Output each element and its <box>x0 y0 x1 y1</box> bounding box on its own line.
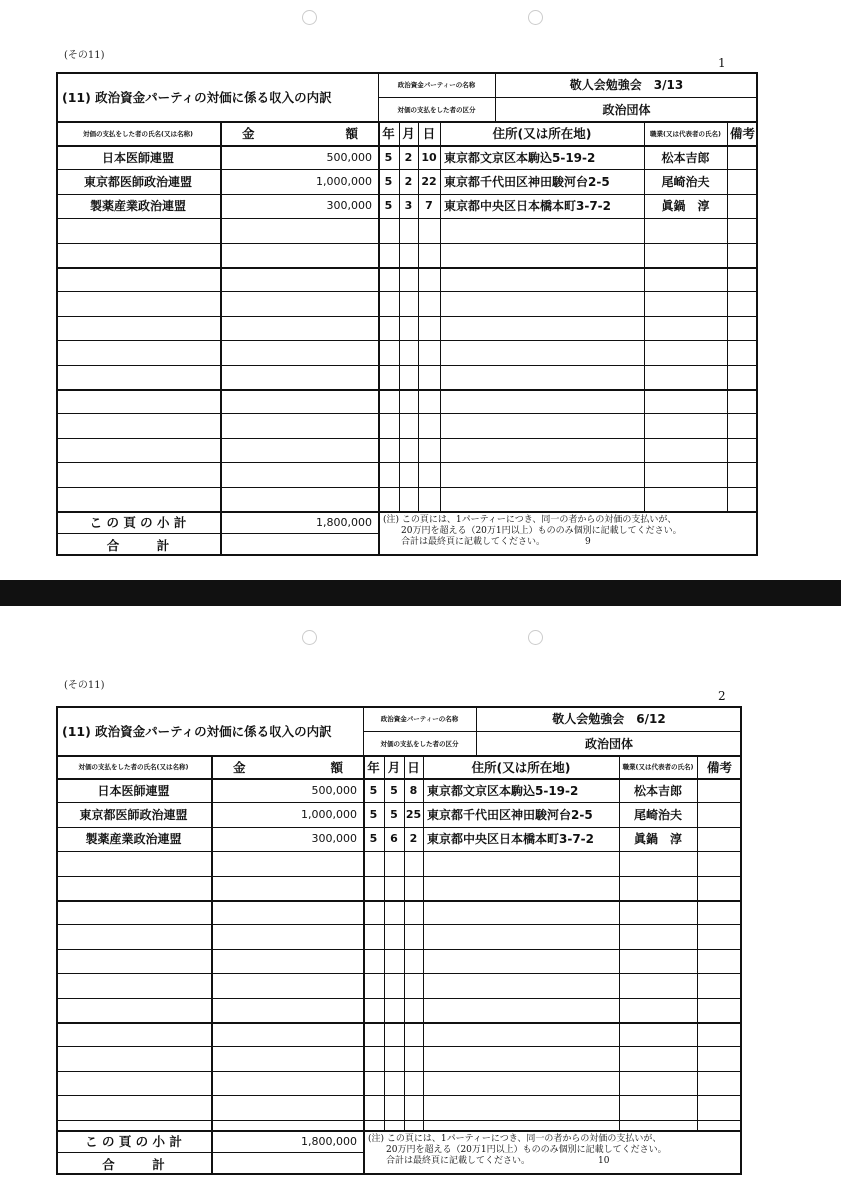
payer-name-cell: 日本医師連盟 <box>97 783 170 798</box>
footnote-line: 20万円を超える（20万1円以上）もののみ個別に記載してください。 <box>401 526 682 536</box>
punch-hole <box>302 630 317 645</box>
day-cell: 22 <box>421 175 437 189</box>
amount-cell: 300,000 <box>311 832 357 846</box>
rule-line <box>56 900 742 902</box>
rule-line <box>56 267 758 269</box>
remarks-cell <box>727 169 758 193</box>
report-page-1 <box>0 0 841 580</box>
month-cell: 5 <box>390 808 398 822</box>
payer-category: 政治団体 <box>584 736 633 751</box>
rule-line <box>56 851 742 852</box>
rule-line <box>56 291 758 292</box>
party-name: 敬人会勉強会 6/12 <box>552 712 666 726</box>
rule-line <box>56 1071 742 1072</box>
remarks-cell <box>697 802 742 826</box>
sheet-number: 9 <box>585 537 591 547</box>
column-header-month: 月 <box>402 126 415 141</box>
footnote-line: (注) この頁には、1パーティーにつき、同一の者からの対価の支払いが、 <box>383 515 677 525</box>
day-cell: 10 <box>421 150 437 164</box>
column-header-amount: 額 <box>345 126 358 141</box>
rule-line <box>56 998 742 999</box>
payer-name-cell: 日本医師連盟 <box>101 150 174 165</box>
representative-cell: 眞鍋 淳 <box>661 199 710 214</box>
footnote-line: 合計は最終頁に記載してください。 <box>386 1156 531 1166</box>
punch-hole <box>528 10 543 25</box>
year-cell: 5 <box>384 150 393 164</box>
remarks-cell <box>697 827 742 851</box>
amount-cell: 500,000 <box>326 150 372 164</box>
day-cell: 2 <box>409 832 418 846</box>
rule-line <box>423 755 424 1130</box>
amount-cell: 1,000,000 <box>316 175 372 189</box>
total-value <box>211 1152 357 1175</box>
month-cell: 6 <box>390 832 398 846</box>
day-cell: 8 <box>409 783 418 797</box>
column-header-year: 年 <box>367 759 380 775</box>
month-cell: 2 <box>404 175 413 189</box>
rule-line <box>56 876 742 877</box>
address-cell: 東京都千代田区神田駿河台2-5 <box>444 175 610 190</box>
form-title: (11) 政治資金パーティの対価に係る収入の内訳 <box>62 723 332 739</box>
party-name-label: 政治資金パーティーの名称 <box>380 715 459 723</box>
page-number: 1 <box>718 56 726 70</box>
report-page-2 <box>0 606 841 1200</box>
rule-line <box>56 413 758 414</box>
remarks-cell <box>727 194 758 218</box>
payer-category-label: 対価の支払をした者の区分 <box>380 739 459 748</box>
punch-hole <box>302 10 317 25</box>
rule-line <box>56 487 758 488</box>
footnote-line: (注) この頁には、1パーティーにつき、同一の者からの対価の支払いが、 <box>368 1134 662 1144</box>
month-cell: 2 <box>404 150 413 164</box>
subtotal-value: 1,800,000 <box>301 1134 357 1148</box>
rule-line <box>56 243 758 244</box>
column-header-address: 住所(又は所在地) <box>492 126 592 141</box>
amount-cell: 500,000 <box>311 783 357 797</box>
rule-line <box>56 1095 742 1096</box>
column-header-payer-name: 対価の支払をした者の氏名(又は名称) <box>83 129 193 138</box>
rule-line <box>56 218 758 219</box>
footnote-line: 合計は最終頁に記載してください。 <box>401 537 546 547</box>
payer-name-cell: 製薬産業政治連盟 <box>85 832 182 847</box>
rule-line <box>56 1120 742 1121</box>
rule-line <box>56 389 758 391</box>
rule-line <box>363 1130 365 1175</box>
rule-line <box>56 340 758 341</box>
rule-line <box>56 949 742 950</box>
payer-category: 政治団体 <box>602 102 651 117</box>
subtotal-label: こ の 頁 の 小 計 <box>89 515 187 530</box>
day-cell: 25 <box>405 808 422 822</box>
column-header-amount: 金 <box>233 759 246 775</box>
month-cell: 3 <box>404 199 413 213</box>
payer-name-cell: 東京都医師政治連盟 <box>83 175 192 190</box>
rule-line <box>56 924 742 925</box>
payer-category-label: 対価の支払をした者の区分 <box>397 105 476 114</box>
sequence-label: (その11) <box>64 680 105 691</box>
remarks-cell <box>727 145 758 169</box>
address-cell: 東京都千代田区神田駿河台2-5 <box>427 808 593 823</box>
amount-cell: 1,000,000 <box>301 808 357 822</box>
column-header-day: 日 <box>422 126 436 141</box>
column-header-amount: 金 <box>242 126 255 141</box>
rule-line <box>56 438 758 439</box>
rule-line <box>378 511 380 556</box>
representative-cell: 松本吉郎 <box>633 783 682 798</box>
year-cell: 5 <box>369 808 378 822</box>
year-cell: 5 <box>369 832 378 846</box>
column-header-occupation: 職業(又は代表者の氏名) <box>622 763 694 771</box>
representative-cell: 眞鍋 淳 <box>633 832 682 847</box>
payer-name-cell: 東京都医師政治連盟 <box>79 808 188 823</box>
rule-line <box>56 1022 742 1024</box>
month-cell: 5 <box>390 783 398 797</box>
rule-line <box>56 316 758 317</box>
address-cell: 東京都文京区本駒込5-19-2 <box>444 150 596 165</box>
party-name: 敬人会勉強会 3/13 <box>569 78 684 92</box>
total-label: 合 計 <box>106 537 170 553</box>
total-value <box>220 533 372 556</box>
rule-line <box>56 1046 742 1047</box>
day-cell: 7 <box>425 199 433 213</box>
sequence-label: (その11) <box>64 50 105 61</box>
sheet-number: 10 <box>598 1156 610 1166</box>
column-header-address: 住所(又は所在地) <box>471 759 571 775</box>
column-header-amount: 額 <box>330 759 343 775</box>
subtotal-label: こ の 頁 の 小 計 <box>85 1134 182 1149</box>
rule-line <box>56 462 758 463</box>
amount-cell: 300,000 <box>326 199 372 213</box>
address-cell: 東京都文京区本駒込5-19-2 <box>427 783 579 798</box>
party-name-label: 政治資金パーティーの名称 <box>397 81 476 89</box>
form-title: (11) 政治資金パーティの対価に係る収入の内訳 <box>62 89 332 105</box>
page-number: 2 <box>718 689 726 703</box>
rule-line <box>56 973 742 974</box>
punch-hole <box>528 630 543 645</box>
year-cell: 5 <box>384 175 393 189</box>
column-header-occupation: 職業(又は代表者の氏名) <box>650 129 721 138</box>
address-cell: 東京都中央区日本橋本町3-7-2 <box>444 199 612 214</box>
column-header-year: 年 <box>382 126 395 141</box>
subtotal-value: 1,800,000 <box>316 515 372 529</box>
column-header-payer-name: 対価の支払をした者の氏名(又は名称) <box>78 763 189 771</box>
page-separator-band <box>0 580 841 606</box>
column-header-remarks: 備考 <box>729 126 755 141</box>
column-header-day: 日 <box>407 759 420 775</box>
rule-line <box>56 365 758 366</box>
total-label: 合 計 <box>102 1156 165 1172</box>
footnote-line: 20万円を超える（20万1円以上）もののみ個別に記載してください。 <box>386 1145 667 1155</box>
year-cell: 5 <box>384 199 393 213</box>
column-header-remarks: 備考 <box>706 759 732 775</box>
column-header-month: 月 <box>387 759 401 775</box>
representative-cell: 尾崎治夫 <box>633 808 682 823</box>
year-cell: 5 <box>369 783 378 797</box>
representative-cell: 尾崎治夫 <box>661 175 710 190</box>
address-cell: 東京都中央区日本橋本町3-7-2 <box>427 832 595 847</box>
representative-cell: 松本吉郎 <box>661 150 710 165</box>
payer-name-cell: 製薬産業政治連盟 <box>89 199 186 214</box>
remarks-cell <box>697 778 742 802</box>
